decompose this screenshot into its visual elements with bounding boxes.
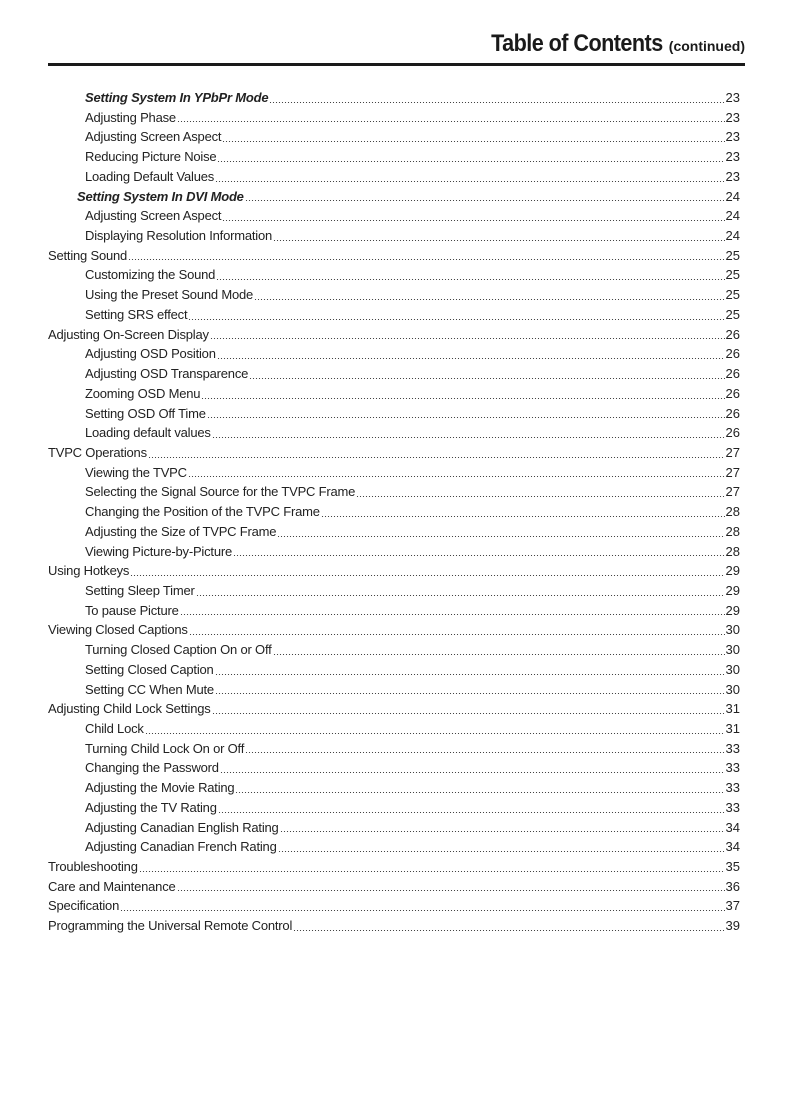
toc-entry-label: Programming the Universal Remote Control — [48, 918, 293, 934]
toc-entry-label: Adjusting Canadian French Rating — [85, 839, 277, 855]
dot-leader — [177, 121, 725, 122]
toc-subsection-entry[interactable] — [48, 542, 740, 562]
dot-leader — [177, 890, 725, 891]
toc-entry-label: Turning Child Lock On or Off — [85, 740, 245, 756]
toc-entry-label: To pause Picture — [85, 602, 179, 618]
toc-subsection-entry[interactable] — [48, 463, 740, 483]
toc-subsection-entry[interactable] — [48, 818, 740, 838]
toc-subsection-entry[interactable] — [48, 660, 740, 680]
toc-entry-page-number: 30 — [725, 642, 740, 658]
toc-entry-page-number: 29 — [725, 582, 740, 598]
dot-leader — [210, 338, 725, 339]
toc-list — [48, 88, 740, 936]
dot-leader — [269, 102, 724, 103]
toc-entry-page-number: 26 — [725, 326, 740, 342]
toc-entry-page-number: 37 — [725, 898, 740, 914]
toc-entry-label: Setting System In YPbPr Mode — [85, 90, 269, 105]
toc-section-entry[interactable] — [48, 857, 740, 877]
dot-leader — [196, 595, 725, 596]
toc-entry-page-number: 26 — [725, 385, 740, 401]
toc-entry-label: Viewing the TVPC — [85, 464, 187, 480]
toc-entry-label: Setting Sound — [48, 247, 128, 263]
toc-subsection-entry[interactable] — [48, 482, 740, 502]
dot-leader — [215, 181, 724, 182]
toc-entry-label: Viewing Picture-by-Picture — [85, 543, 233, 559]
toc-entry-label: Customizing the Sound — [85, 267, 216, 283]
dot-leader — [273, 654, 725, 655]
toc-subsection-entry[interactable] — [48, 739, 740, 759]
dot-leader — [321, 516, 725, 517]
dot-leader — [235, 792, 724, 793]
toc-entry-page-number: 23 — [725, 90, 740, 105]
toc-entry-label: Setting Sleep Timer — [85, 582, 195, 598]
toc-section-entry[interactable] — [48, 325, 740, 345]
toc-section-entry[interactable] — [48, 561, 740, 581]
toc-section-entry[interactable] — [48, 246, 740, 266]
dot-leader — [215, 674, 725, 675]
toc-section-entry[interactable] — [48, 916, 740, 936]
toc-entry-page-number: 26 — [725, 425, 740, 441]
toc-entry-label: Child Lock — [85, 721, 144, 736]
toc-entry-page-number: 27 — [725, 484, 740, 500]
toc-entry-page-number: 26 — [725, 405, 740, 421]
toc-entry-label: Adjusting Child Lock Settings — [48, 701, 211, 717]
toc-entry-page-number: 39 — [725, 918, 740, 934]
header-divider — [48, 63, 745, 66]
toc-entry-page-number: 24 — [725, 208, 740, 224]
toc-entry-page-number: 23 — [725, 109, 740, 125]
toc-subsection-entry[interactable] — [48, 601, 740, 621]
toc-entry-label: Adjusting Canadian English Rating — [85, 819, 279, 835]
toc-subsection-entry[interactable] — [48, 285, 740, 305]
toc-entry-label: Setting System In DVI Mode — [77, 188, 244, 204]
toc-entry-page-number: 25 — [725, 247, 740, 263]
toc-entry-page-number: 27 — [725, 444, 740, 460]
toc-section-entry[interactable] — [48, 896, 740, 916]
dot-leader — [212, 437, 725, 438]
dot-leader — [222, 141, 724, 142]
dot-leader — [212, 713, 725, 714]
toc-subsection-entry[interactable] — [48, 758, 740, 778]
toc-entry-page-number: 23 — [725, 168, 740, 184]
toc-entry-label: Setting CC When Mute — [85, 681, 214, 697]
toc-entry-page-number: 26 — [725, 366, 740, 382]
toc-entry-page-number: 33 — [725, 780, 740, 796]
dot-leader — [245, 752, 724, 753]
page-header — [48, 30, 745, 58]
toc-entry-page-number: 33 — [725, 799, 740, 815]
toc-entry-page-number: 28 — [725, 504, 740, 520]
toc-entry-page-number: 35 — [725, 859, 740, 875]
toc-entry-label: Changing the Password — [85, 760, 219, 776]
toc-entry-label: Viewing Closed Captions — [48, 622, 188, 638]
toc-subsection-entry[interactable] — [48, 423, 740, 443]
toc-section-entry[interactable] — [48, 620, 740, 640]
toc-subsection-entry[interactable] — [48, 88, 740, 108]
toc-entry-page-number: 24 — [725, 228, 740, 244]
dot-leader — [139, 871, 725, 872]
toc-subsection-entry[interactable] — [48, 778, 740, 798]
toc-entry-page-number: 33 — [725, 740, 740, 756]
toc-entry-label: Care and Maintenance — [48, 878, 176, 894]
dot-leader — [217, 358, 725, 359]
toc-entry-label: Adjusting Phase — [85, 109, 176, 125]
toc-entry-page-number: 34 — [725, 839, 740, 855]
toc-entry-page-number: 29 — [725, 602, 740, 618]
toc-entry-page-number: 25 — [725, 306, 740, 322]
toc-subsection-entry[interactable] — [48, 147, 740, 167]
dot-leader — [216, 279, 724, 280]
toc-entry-label: Loading default values — [85, 425, 211, 441]
toc-entry-page-number: 34 — [725, 819, 740, 835]
dot-leader — [280, 831, 725, 832]
dot-leader — [254, 299, 724, 300]
toc-entry-label: Zooming OSD Menu — [85, 385, 201, 401]
dot-leader — [218, 812, 725, 813]
toc-subsection-entry[interactable] — [48, 522, 740, 542]
toc-entry-page-number: 30 — [725, 622, 740, 638]
dot-leader — [217, 161, 724, 162]
dot-leader — [249, 378, 724, 379]
toc-entry-label: Setting OSD Off Time — [85, 405, 206, 421]
toc-subsection-entry[interactable] — [48, 502, 740, 522]
toc-entry-page-number: 24 — [725, 188, 740, 204]
toc-subsection-entry[interactable] — [48, 226, 740, 246]
toc-entry-label: Adjusting the TV Rating — [85, 799, 217, 815]
dot-leader — [120, 910, 724, 911]
toc-subsection-entry[interactable] — [48, 344, 740, 364]
dot-leader — [277, 536, 724, 537]
toc-subsection-entry[interactable] — [48, 167, 740, 187]
page-title: Table of Contents — [490, 30, 663, 57]
dot-leader — [356, 496, 724, 497]
toc-entry-label: Displaying Resolution Information — [85, 228, 273, 244]
toc-entry-label: Adjusting On-Screen Display — [48, 326, 209, 342]
dot-leader — [293, 930, 724, 931]
toc-subsection-entry[interactable] — [48, 187, 740, 207]
toc-entry-label: Adjusting Screen Aspect — [85, 129, 222, 145]
toc-entry-page-number: 28 — [725, 523, 740, 539]
toc-entry-page-number: 36 — [725, 878, 740, 894]
toc-entry-label: Adjusting OSD Transparence — [85, 366, 249, 382]
toc-entry-label: Adjusting the Movie Rating — [85, 780, 235, 796]
dot-leader — [180, 614, 725, 615]
dot-leader — [233, 555, 725, 556]
dot-leader — [215, 693, 725, 694]
toc-entry-label: Setting SRS effect — [85, 306, 188, 322]
dot-leader — [188, 476, 725, 477]
toc-entry-page-number: 28 — [725, 543, 740, 559]
dot-leader — [245, 200, 725, 201]
toc-subsection-entry[interactable] — [48, 206, 740, 226]
toc-section-entry[interactable] — [48, 877, 740, 897]
toc-subsection-entry[interactable] — [48, 581, 740, 601]
toc-entry-label: Adjusting Screen Aspect — [85, 208, 222, 224]
toc-entry-label: Adjusting the Size of TVPC Frame — [85, 523, 277, 539]
toc-subsection-entry[interactable] — [48, 364, 740, 384]
toc-subsection-entry[interactable] — [48, 384, 740, 404]
toc-subsection-entry[interactable] — [48, 837, 740, 857]
dot-leader — [148, 457, 725, 458]
toc-entry-label: Loading Default Values — [85, 168, 215, 184]
toc-subsection-entry[interactable] — [48, 265, 740, 285]
dot-leader — [278, 851, 725, 852]
toc-entry-label: Selecting the Signal Source for the TVPC Frame — [85, 484, 356, 500]
toc-entry-label: Adjusting OSD Position — [85, 346, 216, 362]
toc-subsection-entry[interactable] — [48, 404, 740, 424]
dot-leader — [222, 220, 724, 221]
dot-leader — [130, 575, 724, 576]
dot-leader — [220, 772, 725, 773]
toc-subsection-entry[interactable] — [48, 798, 740, 818]
toc-entry-page-number: 23 — [725, 149, 740, 165]
page-subtitle: (continued) — [668, 38, 745, 54]
toc-entry-page-number: 29 — [725, 563, 740, 579]
dot-leader — [201, 398, 724, 399]
toc-entry-label: Troubleshooting — [48, 859, 138, 875]
toc-entry-label: Setting Closed Caption — [85, 661, 214, 677]
dot-leader — [128, 259, 724, 260]
toc-entry-page-number: 33 — [725, 760, 740, 776]
toc-entry-label: Reducing Picture Noise — [85, 149, 217, 165]
toc-subsection-entry[interactable] — [48, 680, 740, 700]
toc-subsection-entry[interactable] — [48, 640, 740, 660]
dot-leader — [207, 417, 725, 418]
toc-entry-label: TVPC Operations — [48, 444, 147, 460]
toc-entry-label: Changing the Position of the TVPC Frame — [85, 504, 320, 520]
toc-entry-page-number: 31 — [725, 701, 740, 717]
toc-subsection-entry[interactable] — [48, 305, 740, 325]
toc-entry-page-number: 23 — [725, 129, 740, 145]
dot-leader — [273, 240, 724, 241]
toc-entry-label: Using the Preset Sound Mode — [85, 287, 254, 303]
dot-leader — [188, 319, 724, 320]
toc-entry-label: Turning Closed Caption On or Off — [85, 642, 272, 658]
toc-section-entry[interactable] — [48, 443, 740, 463]
toc-subsection-entry[interactable] — [48, 127, 740, 147]
toc-subsection-entry[interactable] — [48, 719, 740, 739]
toc-entry-page-number: 30 — [725, 681, 740, 697]
toc-entry-label: Specification — [48, 898, 120, 914]
dot-leader — [189, 634, 725, 635]
toc-subsection-entry[interactable] — [48, 108, 740, 128]
toc-entry-page-number: 30 — [725, 661, 740, 677]
toc-section-entry[interactable] — [48, 699, 740, 719]
toc-entry-label: Using Hotkeys — [48, 563, 130, 579]
toc-entry-page-number: 27 — [725, 464, 740, 480]
toc-entry-page-number: 25 — [725, 287, 740, 303]
dot-leader — [145, 733, 725, 734]
toc-entry-page-number: 25 — [725, 267, 740, 283]
toc-entry-page-number: 31 — [725, 721, 740, 736]
toc-entry-page-number: 26 — [725, 346, 740, 362]
